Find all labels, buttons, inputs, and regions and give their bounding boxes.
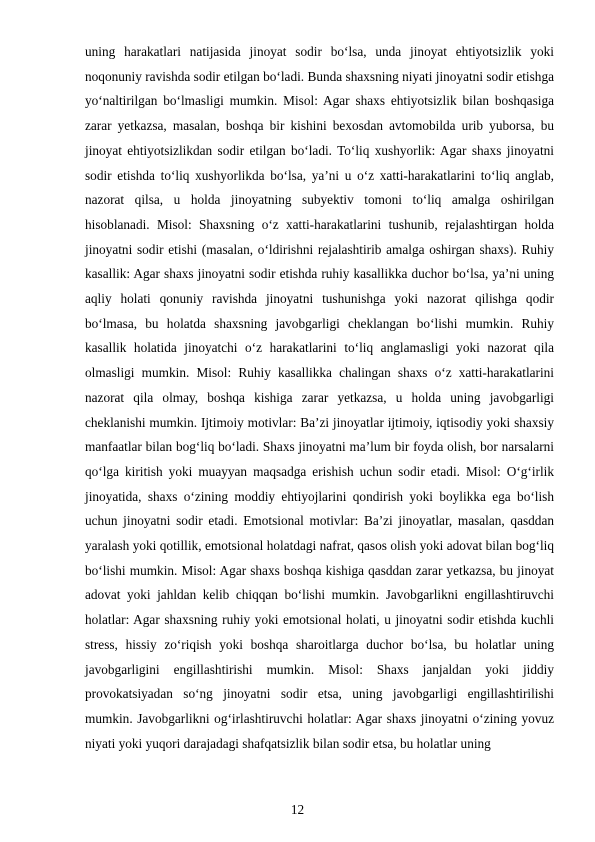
page-number: 12 (290, 802, 305, 817)
body-paragraph: uning harakatlari natijasida jinoyat sodir bo‘lsa, unda jinoyat ehtiyotsizlik yoki noqonuniy ravishda sodir etilgan bo‘ladi. Bunda shaxsning niyati jinoyatni sodir etishga yo‘naltirilgan bo‘lmasligi mumkin. Misol: Agar shaxs ehtiyotsizlik bilan boshqasiga zarar yetkazsa, masalan, boshqa bir kishini bexosdan avtomobilda urib yuborsa, bu jinoyat ehtiyotsizlikdan sodir etilgan bo‘ladi. To‘liq xushyorlik: Agar shaxs jinoyatni sodir etishda to‘liq xushyorlikda bo‘lsa, ya’ni u o‘z xatti-harakatlarini to‘liq anglab, nazorat qilsa, u holda jinoyatning subyektiv tomoni to‘liq amalga oshirilgan hisoblanadi. Misol: Shaxsning o‘z xatti-harakatlarini tushunib, rejalashtirgan holda jinoyatni sodir etishi (masalan, o‘ldirishni rejalashtirib amalga oshirgan shaxs). Ruhiy kasallik: Agar shaxs jinoyatni sodir etishda ruhiy kasallikka duchor bo‘lsa, ya’ni uning aqliy holati qonuniy ravishda jinoyatni tushunishga yoki nazorat qilishga qodir bo‘lmasa, bu holatda shaxsning javobgarligi cheklangan bo‘lishi mumkin. Ruhiy kasallik holatida jinoyatchi o‘z harakatlarini to‘liq anglamasligi yoki nazorat qila olmasligi mumkin. Misol: Ruhiy kasallikka chalingan shaxs o‘z xatti-harakatlarini nazorat qila olmay, boshqa kishiga zarar yetkazsa, u holda uning javobgarligi cheklanishi mumkin. Ijtimoiy motivlar: Ba’zi jinoyatlar ijtimoiy, iqtisodiy yoki shaxsiy manfaatlar bilan bog‘liq bo‘ladi. Shaxs jinoyatni ma’lum bir foyda olish, bor narsalarni qo‘lga kiritish yoki muayyan maqsadga erishish uchun sodir etadi. Misol: O‘g‘irlik jinoyatida, shaxs o‘zining moddiy ehtiyojlarini qondirish yoki boylikka ega bo‘lish uchun jinoyatni sodir etadi. Emotsional motivlar: Ba’zi jinoyatlar, masalan, qasddan yaralash yoki qotillik, emotsional holatdagi nafrat, qasos olish yoki adovat bilan bog‘liq bo‘lishi mumkin. Misol: Agar shaxs boshqa kishiga qasddan zarar yetkazsa, bu jinoyat adovat yoki jahldan kelib chiqqan bo‘lishi mumkin. Javobgarlikni engillashtiruvchi holatlar: Agar shaxsning ruhiy yoki emotsional holati, u jinoyatni sodir etishda kuchli stress, hissiy zo‘riqish yoki boshqa sharoitlarga duchor bo‘lsa, bu holatlar uning javobgarligini engillashtirishi mumkin. Misol: Shaxs janjaldan yoki jiddiy provokatsiyadan so‘ng jinoyatni sodir etsa, uning javobgarligi engillashtirilishi mumkin. Javobgarlikni og‘irlashtiruvchi holatlar: Agar shaxs jinoyatni o‘zining yovuz niyati yoki yuqori darajadagi shafqatsizlik bilan sodir etsa, bu holatlar uning (85, 44, 554, 751)
